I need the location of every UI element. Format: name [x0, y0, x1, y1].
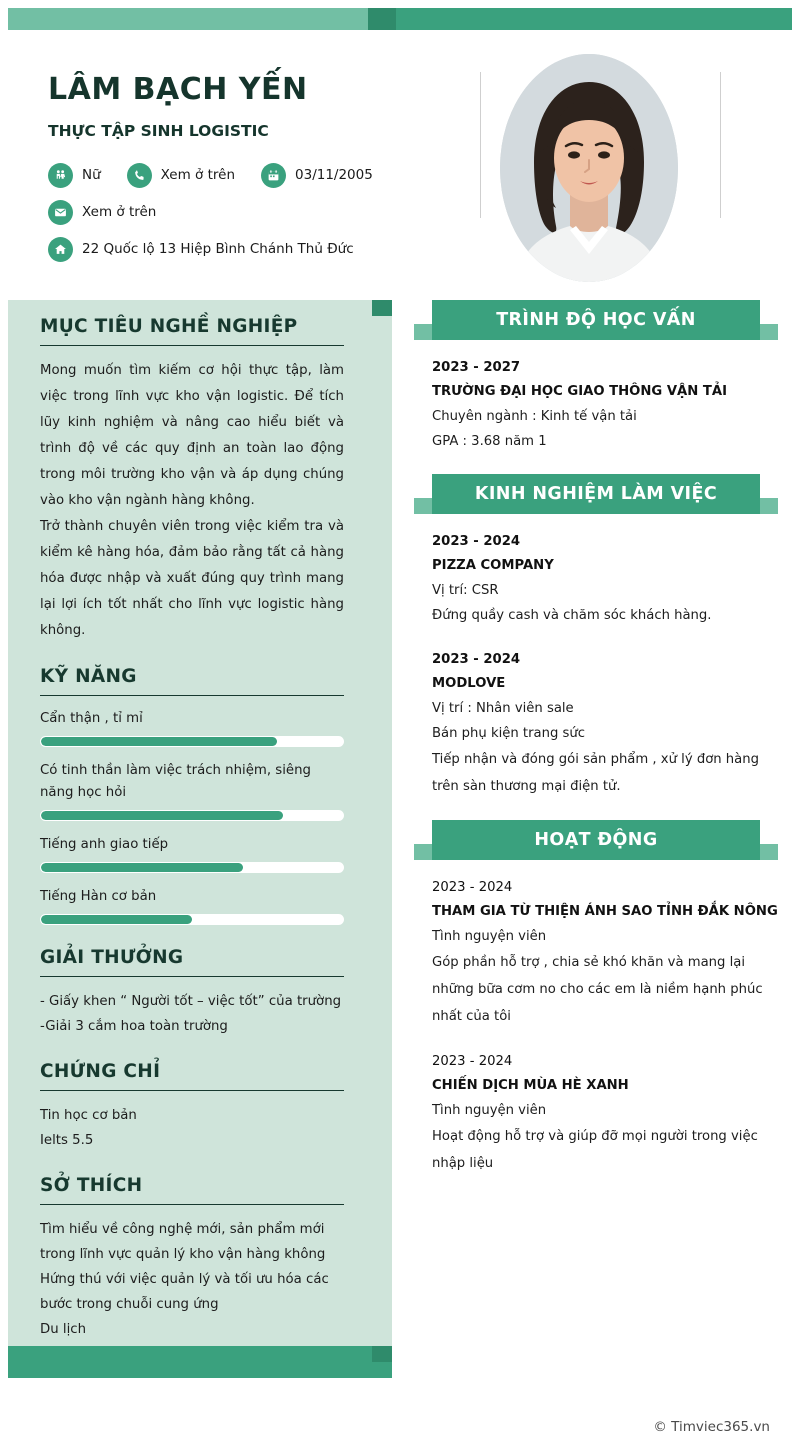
experience-company: MODLOVE: [432, 676, 506, 691]
phone-icon: [127, 163, 152, 188]
section-header-experience: [414, 474, 778, 514]
objective-paragraph: Trở thành chuyên viên trong việc kiểm tra và kiểm kê hàng hóa, đảm bảo rằng tất cả hàng hóa được nhập và xuất đúng quy trình mang lại lợi ích tốt nhất cho lĩnh vực logistic hàng không.: [40, 519, 344, 638]
experience-position: Vị trí : Nhân viên sale: [432, 701, 574, 716]
skill-item: [40, 708, 344, 747]
skill-label: Có tinh thần làm việc trách nhiệm, siêng năng học hỏi: [40, 763, 311, 800]
ribbon-tail-left: [414, 498, 432, 514]
activity-years: 2023 - 2024: [432, 1054, 513, 1069]
left-column: [40, 316, 344, 1364]
interest-item: Tìm hiểu về công nghệ mới, sản phẩm mới trong lĩnh vực quản lý kho vận hàng không: [40, 1222, 326, 1262]
contact-email-label: Xem ở trên: [82, 204, 157, 220]
divider-left: [480, 72, 481, 218]
contact-address-label: 22 Quốc lộ 13 Hiệp Bình Chánh Thủ Đức: [82, 241, 354, 257]
contact-list: [48, 162, 468, 273]
activity-entry: [414, 876, 778, 1030]
experience-position: Vị trí: CSR: [432, 583, 499, 598]
education-school: TRƯỜNG ĐẠI HỌC GIAO THÔNG VẬN TẢI: [432, 384, 727, 399]
left-panel-notch-top: [372, 300, 392, 316]
education-major: Chuyên ngành : Kinh tế vận tải: [432, 409, 637, 424]
ribbon-tail-right: [760, 498, 778, 514]
activity-entry: [414, 1050, 778, 1177]
section-title-education: TRÌNH ĐỘ HỌC VẤN: [496, 310, 696, 330]
page-title: LÂM BẠCH YẾN: [48, 72, 308, 107]
avatar: [500, 54, 678, 282]
skill-bar: [40, 810, 344, 821]
skill-item: [40, 834, 344, 873]
ribbon-tail-left: [414, 324, 432, 340]
top-accent-notch: [368, 8, 396, 30]
contact-item-gender: [48, 163, 101, 188]
section-objective: [40, 316, 344, 644]
email-icon: [48, 200, 73, 225]
ribbon-activities: [432, 820, 760, 860]
award-item: -Giải 3 cắm hoa toàn trường: [40, 1019, 228, 1034]
ribbon-tail-right: [760, 844, 778, 860]
section-header-activities: [414, 820, 778, 860]
ribbon-education: [432, 300, 760, 340]
skill-bar-fill: [41, 863, 243, 872]
section-title-experience: KINH NGHIỆM LÀM VIỆC: [474, 484, 718, 504]
skill-bar-fill: [41, 737, 277, 746]
skill-label: Tiếng anh giao tiếp: [40, 837, 169, 852]
activity-role: Tình nguyện viên: [432, 929, 547, 944]
experience-years: 2023 - 2024: [432, 534, 521, 549]
footer-credit: © Timviec365.vn: [653, 1419, 770, 1435]
section-title-activities: HOẠT ĐỘNG: [534, 830, 658, 850]
experience-entry: [414, 648, 778, 800]
contact-item-email: [48, 200, 156, 225]
contact-item-birthday: [261, 163, 373, 188]
skill-bar: [40, 736, 344, 747]
contact-row: [48, 162, 468, 188]
contact-row: [48, 236, 468, 262]
activity-years: 2023 - 2024: [432, 880, 513, 895]
activity-description: Hoạt động hỗ trợ và giúp đỡ mọi người trong việc nhập liệu: [432, 1129, 758, 1171]
skill-bar: [40, 862, 344, 873]
activity-name: CHIẾN DỊCH MÙA HÈ XANH: [432, 1078, 629, 1093]
ribbon-tail-right: [760, 324, 778, 340]
top-accent-bar-light: [8, 8, 368, 30]
experience-description: Bán phụ kiện trang sức: [432, 726, 585, 741]
interest-item: Hứng thú với việc quản lý và tối ưu hóa các bước trong chuỗi cung ứng: [40, 1272, 329, 1312]
contact-item-address: [48, 237, 354, 262]
activity-name: THAM GIA TỪ THIỆN ÁNH SAO TỈNH ĐẮK NÔNG: [432, 904, 778, 919]
education-entry: [414, 356, 778, 454]
contact-gender-label: Nữ: [82, 167, 101, 183]
resume-header: [8, 30, 792, 292]
skill-bar-fill: [41, 915, 192, 924]
section-certificates: [40, 1061, 344, 1153]
experience-years: 2023 - 2024: [432, 652, 521, 667]
section-title-awards: GIẢI THƯỞNG: [40, 947, 344, 977]
skill-bar-fill: [41, 811, 283, 820]
job-title: THỰC TẬP SINH LOGISTIC: [48, 122, 269, 140]
home-icon: [48, 237, 73, 262]
section-awards: [40, 947, 344, 1039]
experience-description: Đứng quầy cash và chăm sóc khách hàng.: [432, 608, 712, 623]
education-years: 2023 - 2027: [432, 360, 521, 375]
contact-phone-label: Xem ở trên: [160, 167, 236, 183]
divider-right: [720, 72, 721, 218]
skill-item: [40, 886, 344, 925]
avatar-photo: [500, 54, 678, 282]
skill-label: Cẩn thận , tỉ mỉ: [40, 711, 143, 726]
experience-company: PIZZA COMPANY: [432, 558, 554, 573]
contact-row: [48, 199, 468, 225]
section-skills: [40, 666, 344, 925]
education-gpa: GPA : 3.68 năm 1: [432, 434, 547, 449]
activity-description: Góp phần hỗ trợ , chia sẻ khó khăn và mang lại những bữa cơm no cho các em là niềm hạnh phúc nhất của tôi: [432, 955, 763, 1024]
certificate-item: Ielts 5.5: [40, 1133, 94, 1148]
experience-entry: [414, 530, 778, 628]
experience-description-2: Tiếp nhận và đóng gói sản phẩm , xử lý đơn hàng trên sàn thương mại điện tử.: [432, 752, 759, 794]
right-column: [414, 300, 778, 1197]
section-title-skills: KỸ NĂNG: [40, 666, 344, 696]
interest-item: Du lịch: [40, 1322, 87, 1337]
section-title-certificates: CHỨNG CHỈ: [40, 1061, 344, 1091]
left-panel-bottom-notch: [372, 1346, 392, 1362]
certificate-item: Tin học cơ bản: [40, 1108, 137, 1123]
award-item: - Giấy khen “ Người tốt – việc tốt” của trường: [40, 994, 342, 1009]
objective-paragraph: Mong muốn tìm kiếm cơ hội thực tập, làm việc trong lĩnh vực kho vận logistic. Để tích lũy kinh nghiệm và nâng cao hiểu biết và trình độ về các quy định an toàn lao động trong môi trường kho vận và áp dụng chúng vào kho vận ngành hàng không.: [40, 363, 344, 508]
ribbon-tail-left: [414, 844, 432, 860]
contact-item-phone: [127, 163, 235, 188]
skill-bar: [40, 914, 344, 925]
calendar-icon: [261, 163, 286, 188]
activity-role: Tình nguyện viên: [432, 1103, 547, 1118]
section-title-interests: SỞ THÍCH: [40, 1175, 344, 1205]
section-header-education: [414, 300, 778, 340]
gender-icon: [48, 163, 73, 188]
ribbon-experience: [432, 474, 760, 514]
section-interests: [40, 1175, 344, 1342]
contact-birthday-label: 03/11/2005: [295, 167, 373, 183]
skill-item: [40, 760, 344, 821]
section-title-objective: MỤC TIÊU NGHỀ NGHIỆP: [40, 316, 344, 346]
skill-label: Tiếng Hàn cơ bản: [40, 889, 157, 904]
